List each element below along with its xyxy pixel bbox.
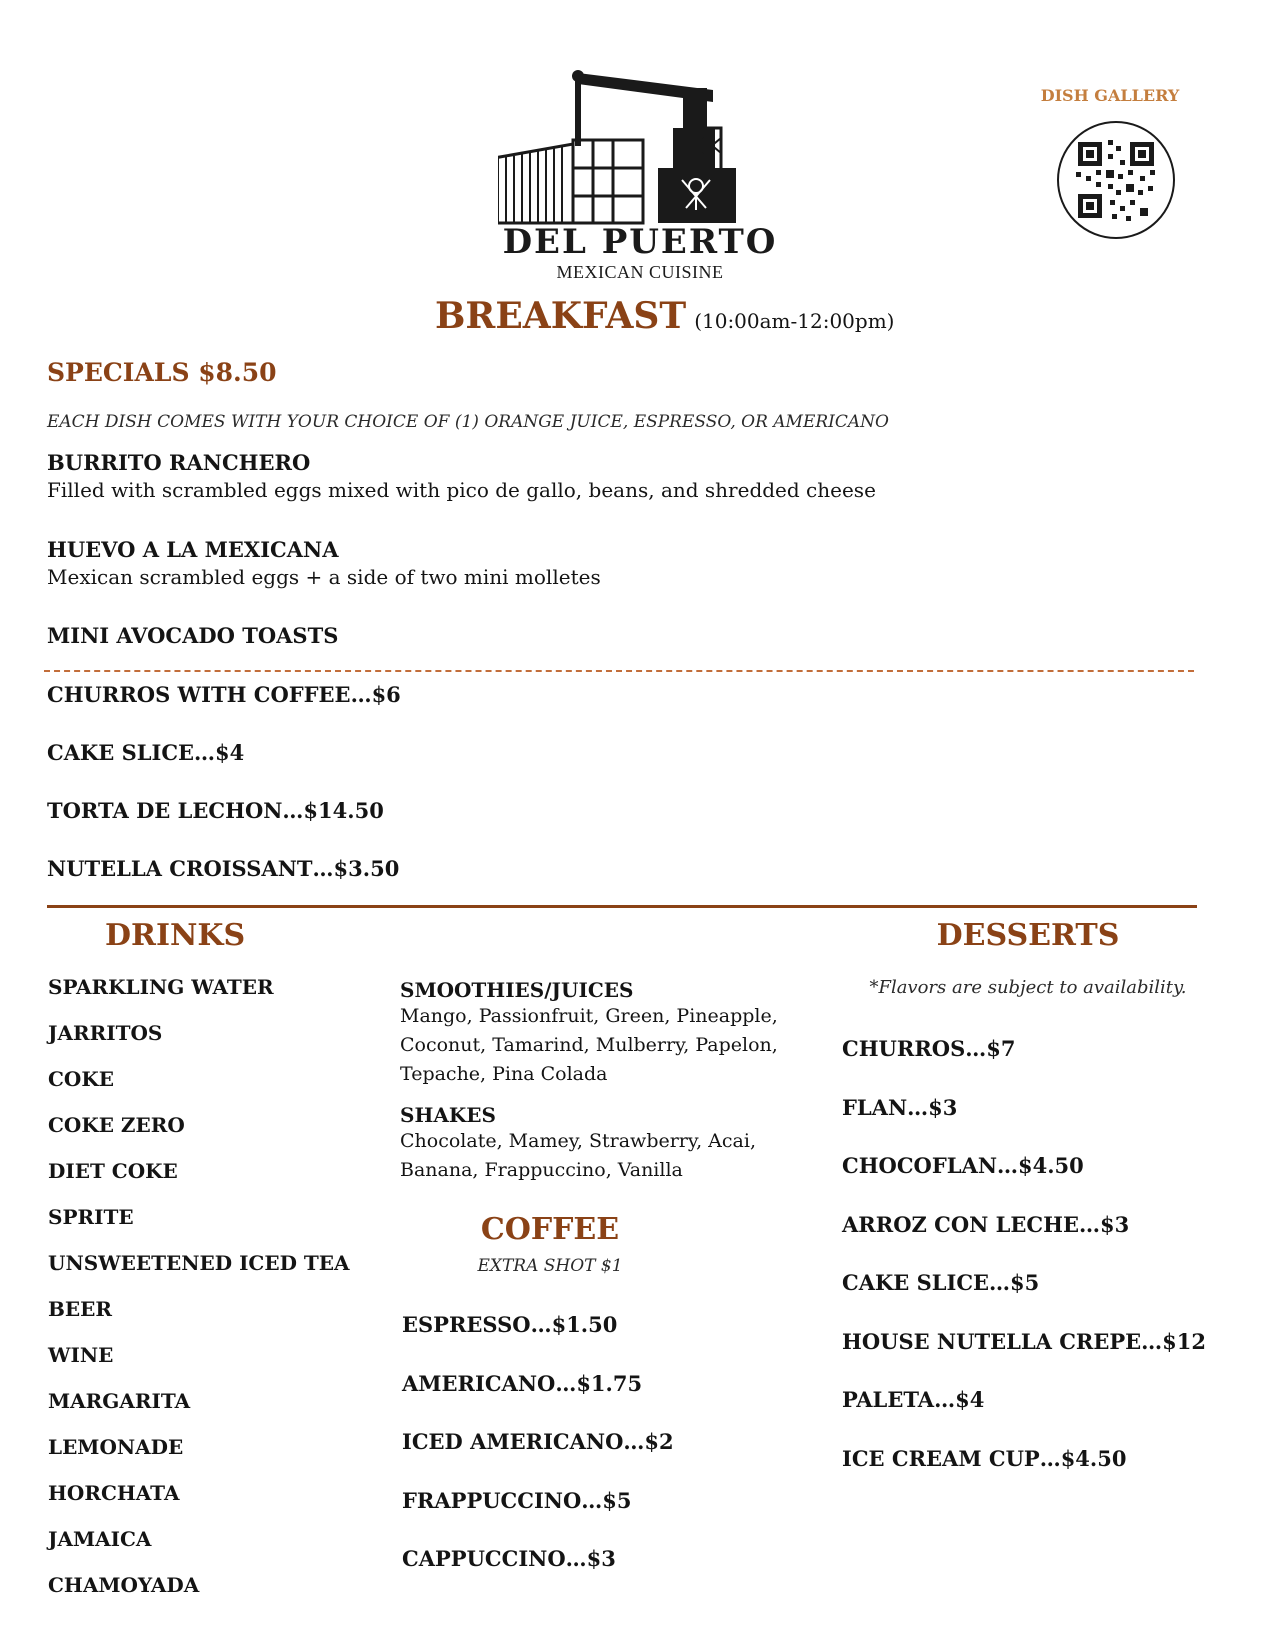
coffee-note: EXTRA SHOT $1 bbox=[477, 1256, 623, 1276]
smoothies-shakes-block bbox=[400, 978, 820, 1185]
breakfast-heading bbox=[435, 295, 894, 337]
special-item-desc: Mexican scrambled eggs + a side of two mini molletes bbox=[47, 565, 601, 589]
smoothies-title: SMOOTHIES/JUICES bbox=[400, 978, 634, 1002]
coffee-item: CAPPUCCINO…$3 bbox=[402, 1546, 616, 1571]
drink-item: SPRITE bbox=[48, 1205, 134, 1229]
desserts-note: *Flavors are subject to availability. bbox=[869, 977, 1187, 998]
drink-item: COKE bbox=[48, 1067, 114, 1091]
drink-item: UNSWEETENED ICED TEA bbox=[48, 1251, 350, 1275]
drink-item: SPARKLING WATER bbox=[48, 975, 274, 999]
special-item-desc: Filled with scrambled eggs mixed with pico de gallo, beans, and shredded cheese bbox=[47, 478, 876, 502]
brand-subtitle: MEXICAN CUISINE bbox=[556, 262, 724, 282]
brand-name: DEL PUERTO bbox=[502, 222, 778, 262]
qr-code-icon[interactable] bbox=[1056, 120, 1176, 240]
shakes-line: Banana, Frappuccino, Vanilla bbox=[400, 1159, 683, 1181]
section-divider bbox=[47, 905, 1197, 908]
breakfast-item: TORTA DE LECHON…$14.50 bbox=[47, 798, 384, 823]
specials-note: EACH DISH COMES WITH YOUR CHOICE OF (1) ORANGE JUICE, ESPRESSO, OR AMERICANO bbox=[47, 412, 889, 432]
drink-item: MARGARITA bbox=[48, 1389, 191, 1413]
dish-gallery-label: DISH GALLERY bbox=[1040, 86, 1180, 105]
coffee-title: COFFEE bbox=[480, 1212, 620, 1247]
breakfast-item: CHURROS WITH COFFEE…$6 bbox=[47, 682, 401, 707]
breakfast-item: NUTELLA CROISSANT…$3.50 bbox=[47, 856, 400, 881]
breakfast-title: BREAKFAST bbox=[435, 295, 687, 337]
drink-item: HORCHATA bbox=[48, 1481, 180, 1505]
dessert-item: CAKE SLICE…$5 bbox=[842, 1270, 1040, 1295]
dessert-item: CHOCOFLAN…$4.50 bbox=[842, 1153, 1084, 1178]
shakes-title: SHAKES bbox=[400, 1103, 496, 1127]
drink-item: JAMAICA bbox=[48, 1527, 152, 1551]
coffee-list bbox=[402, 1312, 674, 1605]
breakfast-hours: (10:00am-12:00pm) bbox=[694, 309, 895, 333]
special-item-name: MINI AVOCADO TOASTS bbox=[47, 623, 339, 648]
smoothies-line: Mango, Passionfruit, Green, Pineapple, bbox=[400, 1005, 778, 1027]
dashed-divider bbox=[44, 670, 1194, 672]
drink-item: JARRITOS bbox=[48, 1021, 163, 1045]
coffee-item: AMERICANO…$1.75 bbox=[402, 1370, 643, 1396]
coffee-item: ESPRESSO…$1.50 bbox=[402, 1312, 618, 1337]
drink-item: DIET COKE bbox=[48, 1159, 178, 1183]
smoothies-line: Coconut, Tamarind, Mulberry, Papelon, bbox=[400, 1034, 778, 1056]
drink-item: BEER bbox=[48, 1297, 113, 1321]
drink-item: LEMONADE bbox=[48, 1435, 184, 1459]
coffee-item: ICED AMERICANO…$2 bbox=[402, 1429, 674, 1454]
special-item-name: BURRITO RANCHERO bbox=[47, 450, 311, 475]
desserts-list bbox=[842, 1036, 1206, 1504]
drink-item: CHAMOYADA bbox=[48, 1573, 200, 1597]
dessert-item: ICE CREAM CUP…$4.50 bbox=[842, 1445, 1127, 1471]
drinks-title: DRINKS bbox=[105, 918, 246, 953]
desserts-title: DESSERTS bbox=[936, 918, 1120, 953]
dessert-item: PALETA…$4 bbox=[842, 1387, 985, 1412]
dessert-item: ARROZ CON LECHE…$3 bbox=[842, 1211, 1130, 1237]
breakfast-item: CAKE SLICE…$4 bbox=[47, 740, 245, 765]
coffee-item: FRAPPUCCINO…$5 bbox=[402, 1487, 632, 1513]
dessert-item: HOUSE NUTELLA CREPE…$12 bbox=[842, 1328, 1207, 1354]
dessert-item: CHURROS…$7 bbox=[842, 1036, 1016, 1061]
specials-title: SPECIALS $8.50 bbox=[47, 358, 277, 387]
drinks-list bbox=[48, 975, 378, 1619]
dessert-item: FLAN…$3 bbox=[842, 1094, 958, 1120]
smoothies-line: Tepache, Pina Colada bbox=[400, 1063, 608, 1085]
drink-item: COKE ZERO bbox=[48, 1113, 185, 1137]
shakes-line: Chocolate, Mamey, Strawberry, Acai, bbox=[400, 1130, 756, 1152]
special-item-name: HUEVO A LA MEXICANA bbox=[47, 537, 339, 562]
drink-item: WINE bbox=[48, 1343, 114, 1367]
